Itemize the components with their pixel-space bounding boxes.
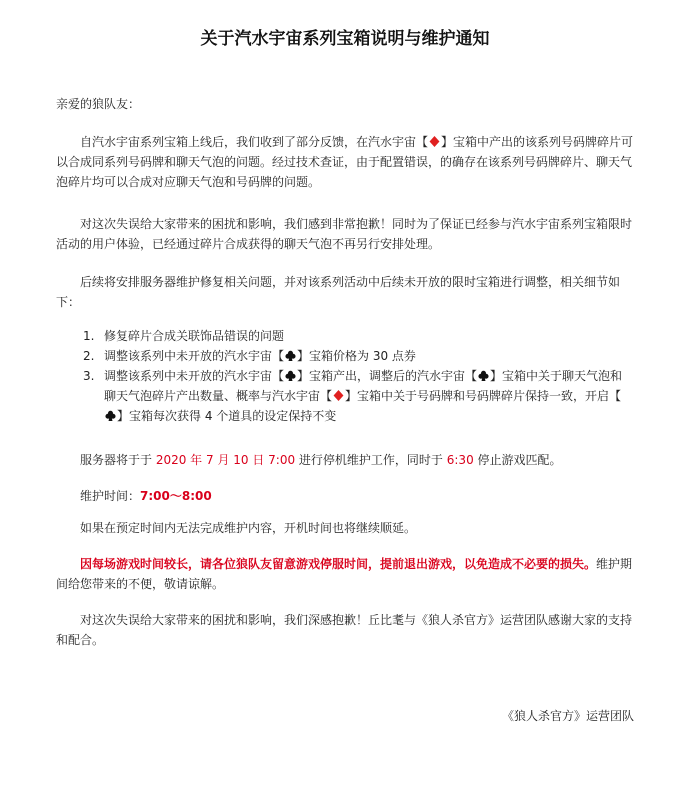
list-text: 调整该系列中未开放的汽水宇宙【 [104,349,285,363]
paragraph-text: 】宝箱中产出的该系列号码牌碎片可以合成同系列号码牌和聊天气泡的问题。经过技术查证，由于配置错误，的确存在该系列号码牌碎片、聊天气泡碎片均可以合成对应聊天气泡和号码牌的问题。 [56,135,634,189]
list-text: 】宝箱中关于聊天气泡和聊天气泡碎片产出数量、概率与汽水宇宙【 [104,369,623,403]
list-number: 3. [83,369,95,383]
paragraph-warning [56,554,634,594]
adjustment-list [56,326,634,426]
paragraph-maintenance: 后续将安排服务器维护修复相关问题，并对该系列活动中后续未开放的限时宝箱进行调整，相关细节如下： [56,275,621,309]
list-item [56,346,634,366]
list-item [56,366,634,426]
paragraph-feedback [56,132,634,192]
list-text: 】宝箱每次获得 4 个道具的设定保持不变 [117,409,337,423]
paragraph-delay: 如果在预定时间内无法完成维护内容，开机时间也将继续顺延。 [80,521,417,535]
list-text: 修复碎片合成关联饰品错误的问题 [104,329,285,343]
signature: 《狼人杀官方》运营团队 [501,709,634,723]
warning-text: 因每场游戏时间较长，请各位狼队友留意游戏停服时间，提前退出游戏，以免造成不必要的损失。 [80,557,597,571]
club-icon [478,370,489,381]
maintenance-time-label: 维护时间： [80,489,141,503]
list-number: 1. [83,329,95,343]
paragraph-text: 自汽水宇宙系列宝箱上线后，我们收到了部分反馈，在汽水宇宙【 [80,135,429,149]
list-number: 2. [83,349,95,363]
list-text: 】宝箱价格为 30 点券 [297,349,416,363]
paragraph-text: 停止游戏匹配。 [473,453,562,467]
page-title: 关于汽水宇宙系列宝箱说明与维护通知 [200,29,490,49]
maintenance-date: 2020 年 7 月 10 日 7:00 [155,453,296,467]
paragraph-maintenance-time [56,486,634,506]
paragraph-apology: 对这次失误给大家带来的困扰和影响，我们感到非常抱歉！同时为了保证已经参与汽水宇宙系列宝箱限时活动的用户体验，已经通过碎片合成获得的聊天气泡不再另行安排处理。 [56,217,633,251]
list-text: 调整该系列中未开放的汽水宇宙【 [104,369,285,383]
club-icon [285,350,296,361]
list-item [56,326,634,346]
list-text: 】宝箱中关于号码牌和号码牌碎片保持一致，开启【 [345,389,622,403]
match-stop-time: 6:30 [446,453,474,467]
paragraph-text: 服务器将于于 [80,453,156,467]
paragraph-text: 进行停机维护工作，同时于 [295,453,447,467]
diamond-icon [429,136,440,147]
paragraph-thanks: 对这次失误给大家带来的困扰和影响，我们深感抱歉！丘比耄与《狼人杀官方》运营团队感谢大家的支持和配合。 [56,613,633,647]
paragraph-schedule [56,450,634,470]
diamond-icon [333,390,344,401]
greeting: 亲爱的狼队友： [56,97,141,111]
list-text: 】宝箱产出，调整后的汽水宇宙【 [297,369,478,383]
club-icon [105,410,116,421]
club-icon [285,370,296,381]
maintenance-time-value: 7:00～8:00 [140,489,212,503]
paragraph-text: 维护期间给您带来的不便，敬请谅解。 [56,557,633,591]
